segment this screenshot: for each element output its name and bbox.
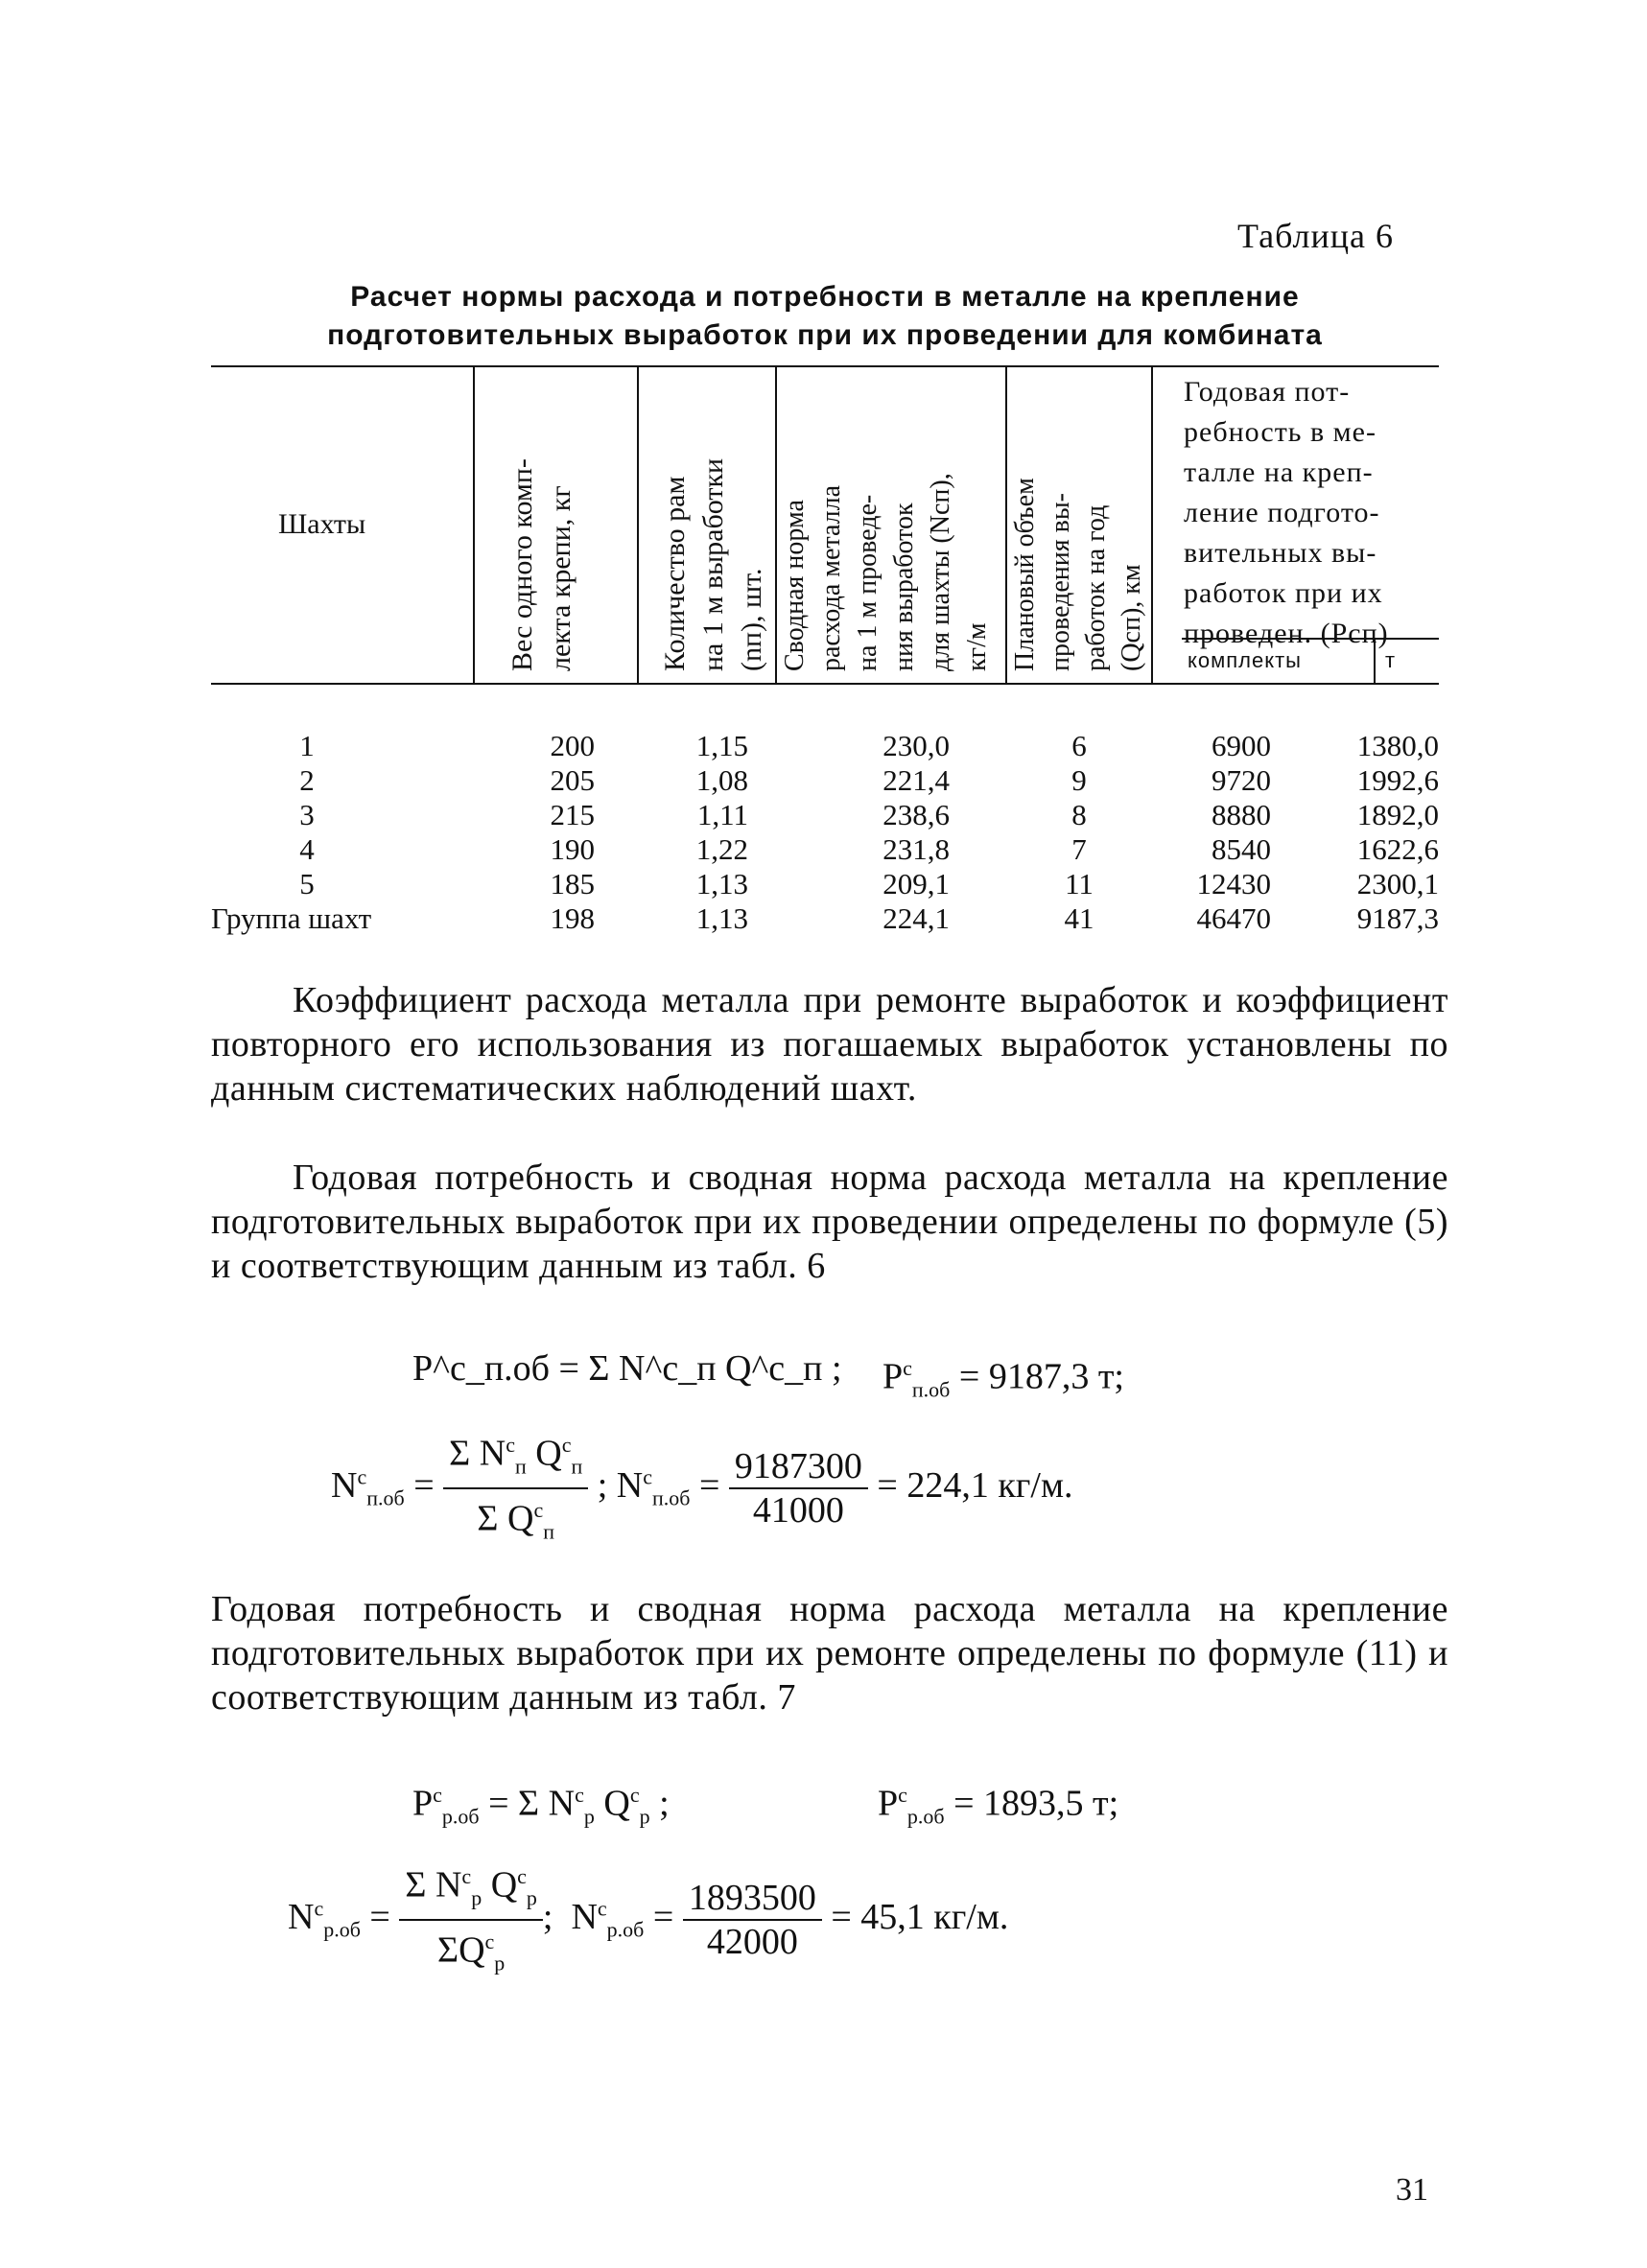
- formula-1-left: P^c_п.об = Σ N^c_п Q^c_п ;: [412, 1348, 842, 1389]
- paragraph-2-text: Годовая потребность и сводная норма расхода металла на крепление подготовительных выработок при их проведении определены по формуле (5) и соответствующим данным из табл. 6: [211, 1157, 1448, 1286]
- formula-3-value: 1893,5 т;: [983, 1783, 1119, 1824]
- table-cell-weight: 190: [550, 832, 595, 866]
- header-tons: т: [1385, 648, 1397, 672]
- table-cell-sets: 46470: [1196, 901, 1271, 935]
- table-cell-sets: 8540: [1212, 832, 1271, 866]
- table-cell-volume: 9: [1071, 763, 1087, 797]
- table-cell-weight: 205: [550, 763, 595, 797]
- table-cell-volume: 8: [1071, 798, 1087, 831]
- table-cell-sets: 8880: [1212, 798, 1271, 831]
- table-cell-norm: 231,8: [882, 832, 950, 866]
- table-cell-tons: 1380,0: [1356, 729, 1439, 762]
- formula-1-value: 9187,3 т;: [988, 1356, 1124, 1397]
- table-cell-norm: 224,1: [882, 901, 950, 935]
- table-cell-volume: 11: [1065, 867, 1094, 900]
- formula-2-numeric-fraction: [729, 1445, 868, 1531]
- table-cell-frames: 1,11: [696, 798, 748, 831]
- table-cell-norm: 209,1: [882, 867, 950, 900]
- header-annual-need: Годовая пот- ребность в ме- талле на креп- ление подгото- вительных вы- работок при их проведен. (Pсп): [1184, 376, 1389, 649]
- table-cell-weight: 185: [550, 867, 595, 900]
- formula-norm-repair: $N^c_{р.об}$ = $\frac{\Sigma N^c_р Q^c_р}{\Sigma Q^c_р}$ ; $N^c_{р.об}$ = $\frac{1893500}{42000}$ = 45,1 кг/м.: [288, 1856, 1008, 1985]
- paragraph-3: [211, 1587, 1448, 1719]
- caption-line-1: Расчет нормы расхода и потребности в металле на крепление: [350, 281, 1300, 313]
- paragraph-3-text: Годовая потребность и сводная норма расхода металла на крепление подготовительных выработок при их ремонте определены по формуле (11) и соответствующим данным из табл. 7: [211, 1589, 1448, 1718]
- header-frames: Количество рам на 1 м выработки (nп), шт.: [659, 457, 767, 671]
- table-caption: [259, 278, 1391, 355]
- table-cell-tons: 1892,0: [1356, 798, 1439, 831]
- paragraph-1: [211, 978, 1448, 1111]
- formula-4-numerator: 1893500: [683, 1877, 822, 1921]
- header-weight: Вес одного комп- лекта крепи, кг: [506, 458, 576, 671]
- table-cell-mine: 4: [299, 832, 315, 866]
- formula-annual-need-drivage: [412, 1347, 842, 1390]
- table-cell-weight: 200: [550, 729, 595, 762]
- header-sets: комплекты: [1188, 648, 1302, 672]
- paragraph-2: [211, 1156, 1448, 1288]
- caption-line-2: подготовительных выработок при их проведении для комбината: [327, 319, 1323, 351]
- table-cell-frames: 1,15: [695, 729, 748, 762]
- table-label: Таблица 6: [1237, 217, 1394, 255]
- formula-norm-drivage: $N^c_{п.об}$ = $\frac{\Sigma N^c_п Q^c_п}{\Sigma Q^c_п}$ ; $N^c_{п.об}$ = $\frac{9187300}{41000}$ = 224,1 кг/м.: [331, 1424, 1073, 1554]
- table-cell-volume: 41: [1064, 901, 1094, 935]
- table-cell-frames: 1,13: [695, 901, 748, 935]
- table-cell-tons: 2300,1: [1356, 867, 1439, 900]
- table-cell-weight: 215: [550, 798, 595, 831]
- formula-annual-need-repair-value: $P^c_{р.об} = 1893,5$ т;: [878, 1783, 1119, 1829]
- page-number: 31: [1396, 2172, 1428, 2208]
- formula-2-fraction: $\frac{\Sigma N^c_п Q^c_п}{\Sigma Q^c_п}$: [443, 1424, 588, 1554]
- table-cell-frames: 1,22: [695, 832, 748, 866]
- header-norm: Сводная норма расхода металла на 1 м проведе- ния выработок для шахты (Nсп), кг/м: [780, 473, 992, 671]
- table-header-bottom-rule: [211, 683, 1439, 685]
- col-divider-2: [637, 365, 639, 683]
- header-mines: Шахты: [278, 508, 366, 540]
- table-cell-mine: 2: [299, 763, 315, 797]
- table-cell-mine: Группа шахт: [211, 901, 372, 935]
- table-cell-volume: 6: [1071, 729, 1087, 762]
- table-cell-norm: 238,6: [882, 798, 950, 831]
- formula-4-fraction: $\frac{\Sigma N^c_р Q^c_р}{\Sigma Q^c_р}$: [399, 1856, 543, 1985]
- table-cell-mine: 5: [299, 867, 315, 900]
- formula-2-denominator: 41000: [752, 1490, 844, 1531]
- table-cell-frames: 1,08: [695, 763, 748, 797]
- table-cell-tons: 9187,3: [1356, 901, 1439, 935]
- table-cell-weight: 198: [550, 901, 595, 935]
- formula-annual-need-repair: $P^c_{р.об} = \Sigma$ $N^c_р$ $Q^c_р$ ;: [412, 1783, 670, 1829]
- formula-4-denominator: 42000: [706, 1922, 798, 1963]
- formula-4-result: 45,1 кг/м.: [860, 1896, 1009, 1937]
- paragraph-1-text: Коэффициент расхода металла при ремонте выработок и коэффициент повторного его использования из погашаемых выработок установлены по данным систематических наблюдений шахт.: [211, 980, 1448, 1109]
- table-top-rule: [211, 365, 1439, 367]
- table-cell-sets: 9720: [1212, 763, 1271, 797]
- table-cell-sets: 12430: [1196, 867, 1271, 900]
- table-cell-tons: 1992,6: [1356, 763, 1439, 797]
- table-cell-mine: 1: [299, 729, 315, 762]
- table-cell-volume: 7: [1071, 832, 1087, 866]
- col-divider-1: [473, 365, 475, 683]
- formula-2-result: 224,1 кг/м.: [906, 1464, 1073, 1506]
- table-cell-norm: 221,4: [882, 763, 950, 797]
- table-cell-tons: 1622,6: [1356, 832, 1439, 866]
- table-cell-frames: 1,13: [695, 867, 748, 900]
- table-cell-mine: 3: [299, 798, 315, 831]
- header-volume: Плановый объем проведения вы- работок на год (Qсп), км: [1010, 478, 1146, 671]
- table-cell-sets: 6900: [1212, 729, 1271, 762]
- formula-2-numerator: 9187300: [729, 1445, 868, 1489]
- formula-4-numeric-fraction: [683, 1877, 822, 1963]
- formula-annual-need-drivage-value: $P^c_{п.об} = 9187,3$ т;: [882, 1356, 1124, 1402]
- table-cell-norm: 230,0: [882, 729, 950, 762]
- col-divider-5: [1151, 365, 1153, 683]
